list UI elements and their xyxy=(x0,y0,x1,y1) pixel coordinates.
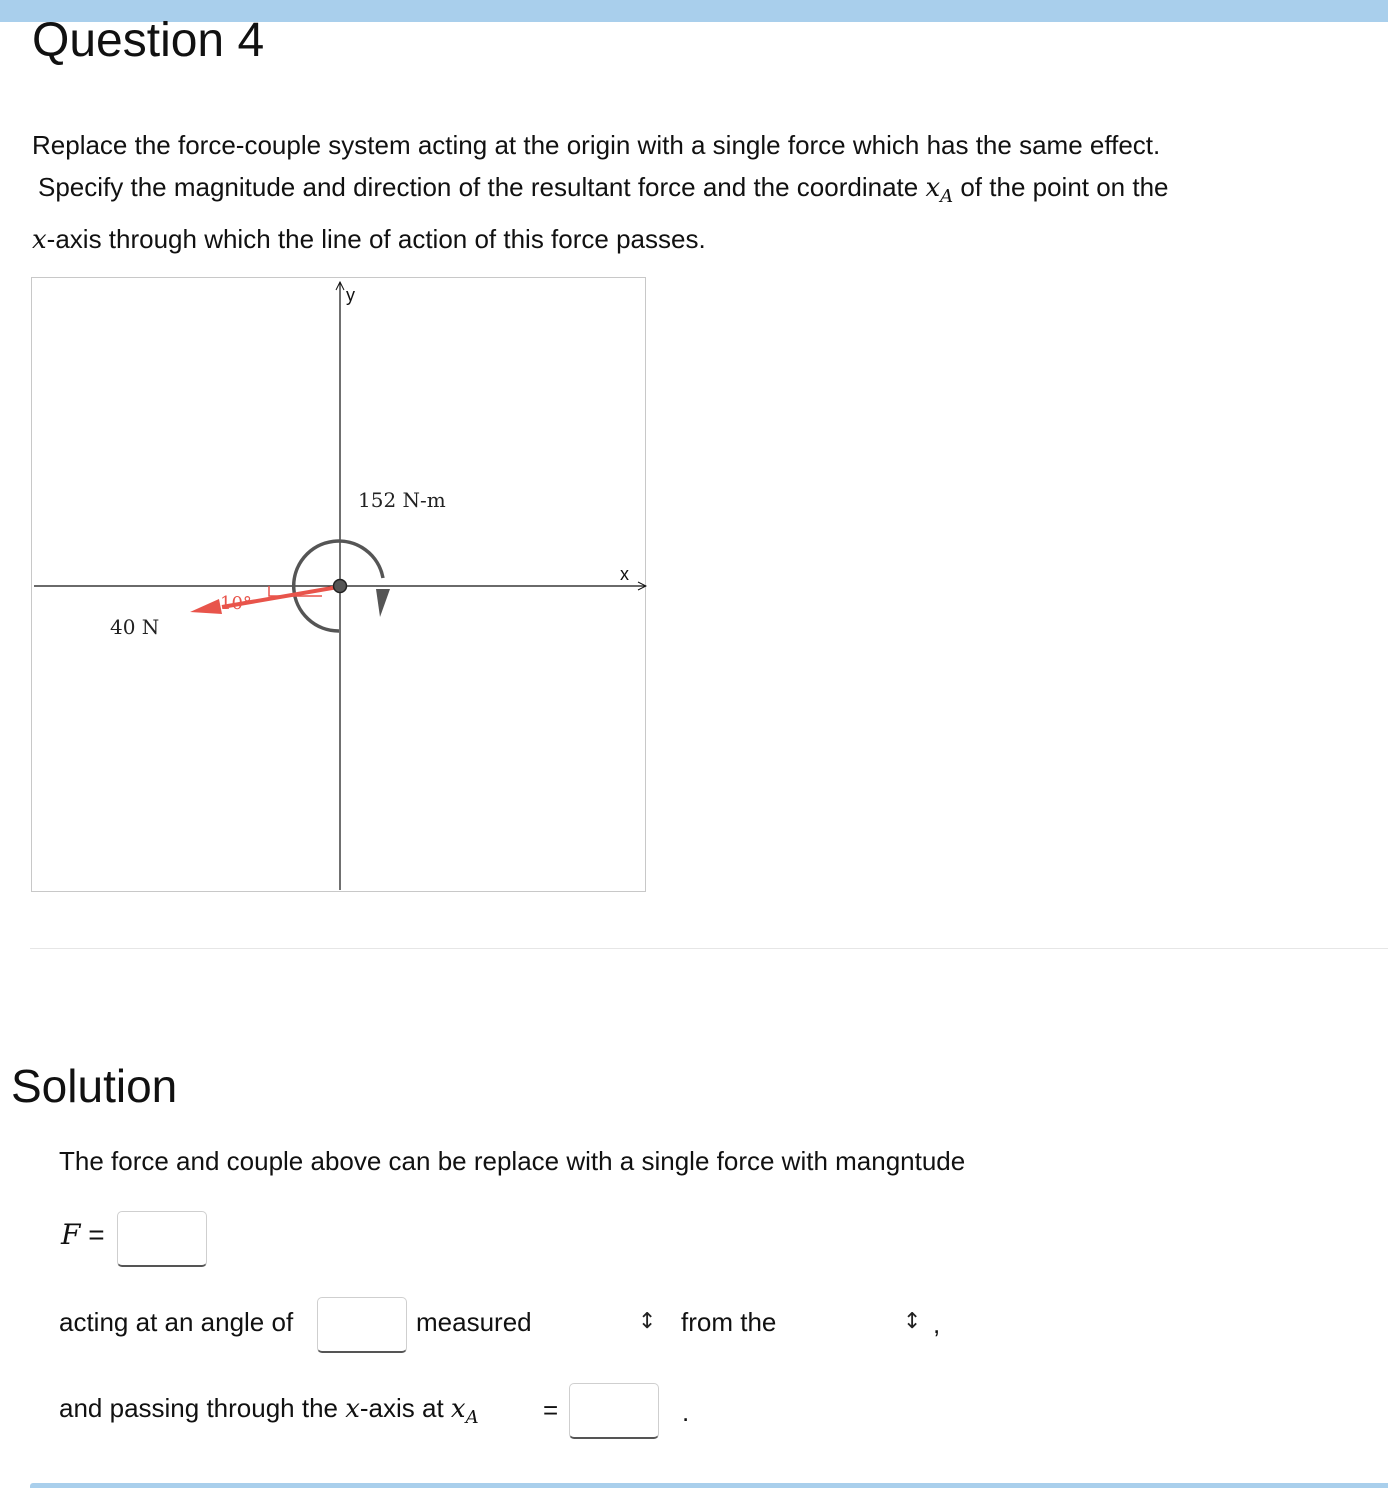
angle-prefix-text: acting at an angle of xyxy=(59,1307,294,1337)
question-title: Question 4 xyxy=(32,14,265,66)
from-the-select[interactable]: from the xyxy=(681,1307,777,1337)
couple-moment-label: 152 N-m xyxy=(358,488,446,512)
question-line-2: Specify the magnitude and direction of the resultant force and the coordinate $x_A$ of the point on the xyxy=(38,172,1169,208)
measured-chevron-updown-icon[interactable]: ↕ xyxy=(638,1309,657,1334)
from-chevron-updown-icon[interactable]: ↕ xyxy=(903,1309,922,1334)
question-line-1: Replace the force-couple system acting at the origin with a single force which has the same effect. xyxy=(32,130,1161,160)
force-couple-diagram xyxy=(31,277,646,892)
force-label: 40 N xyxy=(110,615,160,639)
force-magnitude-input[interactable] xyxy=(117,1211,207,1267)
question-line-3: x-axis through which the line of action of this force passes. xyxy=(32,224,706,256)
x-variable: x xyxy=(32,225,47,256)
y-axis-label: y xyxy=(346,285,355,305)
force-arrowhead xyxy=(190,599,222,614)
xa-input[interactable] xyxy=(569,1383,659,1439)
solution-intro: The force and couple above can be replace with a single force with mangntude xyxy=(59,1146,966,1176)
f-label: F = xyxy=(61,1218,105,1251)
xa-variable-solution: $x_A$ xyxy=(450,1394,479,1429)
period: . xyxy=(682,1397,690,1427)
xa-variable: $x_A$ xyxy=(925,173,954,208)
angle-input[interactable] xyxy=(317,1297,407,1353)
x-axis-label: x xyxy=(620,564,629,584)
question-text xyxy=(32,124,1332,261)
couple-arrowhead xyxy=(376,589,390,617)
xa-equals: = xyxy=(543,1395,559,1425)
origin-point xyxy=(334,580,347,593)
measured-select[interactable]: measured xyxy=(416,1307,532,1337)
bottom-accent-bar xyxy=(30,1483,1388,1488)
passing-text: and passing through the x-axis at $x_A$ xyxy=(59,1393,479,1429)
section-divider xyxy=(30,948,1388,949)
solution-title: Solution xyxy=(11,1060,178,1112)
angle-label: 10° xyxy=(220,593,252,614)
comma: , xyxy=(933,1309,941,1339)
